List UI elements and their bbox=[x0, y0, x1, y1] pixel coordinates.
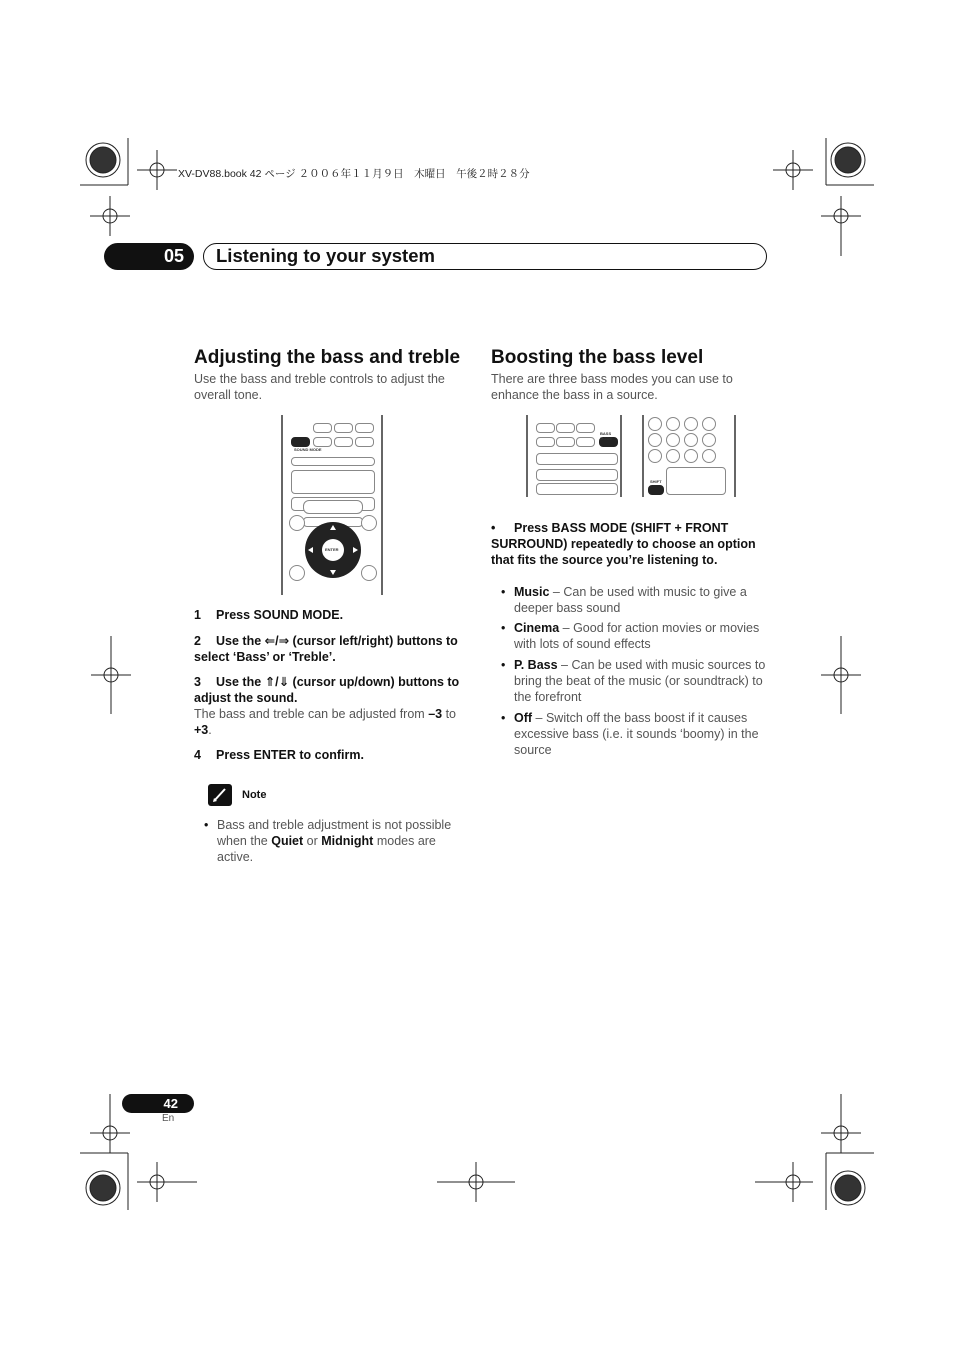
language-code: En bbox=[162, 1113, 175, 1124]
mode-off: • Off – Switch off the bass boost if it causes excessive bass (i.e. it sounds ‘boomy) in the source bbox=[501, 711, 759, 757]
step-2: 2 Use the ⇐/⇒ (cursor left/right) buttons to select ‘Bass’ or ‘Treble’. bbox=[194, 634, 458, 664]
step-3-detail: The bass and treble can be adjusted from –3 to +3. bbox=[194, 707, 457, 737]
page-number: 42 bbox=[122, 1094, 194, 1113]
note-bullet: • Bass and treble adjustment is not possible when the Quiet or Midnight modes are active. bbox=[204, 818, 452, 864]
mode-p-bass: • P. Bass – Can be used with music sources to bring the beat of the music (or soundtrack) to the forefront bbox=[501, 658, 766, 704]
section-title-bass-treble: Adjusting the bass and treble bbox=[194, 347, 461, 368]
remote-illustration-right-a bbox=[526, 415, 622, 497]
print-header: XV-DV88.book 42 ページ ２００６年１１月９日 木曜日 午後２時２８分 bbox=[178, 168, 530, 180]
section-title-bass-level: Boosting the bass level bbox=[491, 347, 704, 368]
remote-illustration-left bbox=[281, 415, 383, 595]
step-3: 3 Use the ⇑/⇓ (cursor up/down) buttons to adjust the sound. bbox=[194, 675, 460, 705]
note-label: Note bbox=[242, 789, 267, 801]
shift-label: SHIFT bbox=[650, 479, 662, 484]
remote-illustration-right-b bbox=[642, 415, 736, 497]
mode-music: • Music – Can be used with music to give a deeper bass sound bbox=[501, 585, 747, 615]
enter-label: ENTER bbox=[325, 547, 339, 552]
chapter-number: 05 bbox=[104, 243, 194, 270]
section-intro-bass-treble: Use the bass and treble controls to adjust the overall tone. bbox=[194, 372, 445, 402]
bass-mode-label: BASS MODE bbox=[600, 431, 612, 441]
chapter-title: Listening to your system bbox=[216, 245, 435, 266]
section-intro-bass-level: There are three bass modes you can use to enhance the bass in a source. bbox=[491, 372, 733, 402]
shift-button-illustration bbox=[648, 485, 664, 495]
bass-mode-instruction: • Press BASS MODE (SHIFT + FRONT SURROUND) repeatedly to choose an option that fits the source you’re listening to. bbox=[491, 521, 756, 567]
step-1: 1 Press SOUND MODE. bbox=[194, 608, 344, 622]
mode-cinema: • Cinema – Good for action movies or movies with lots of sound effects bbox=[501, 621, 760, 651]
sound-mode-label: SOUND MODE bbox=[294, 447, 322, 452]
note-pencil-icon bbox=[208, 784, 232, 806]
sound-mode-button-illustration bbox=[291, 437, 310, 447]
step-4: 4 Press ENTER to confirm. bbox=[194, 748, 364, 762]
